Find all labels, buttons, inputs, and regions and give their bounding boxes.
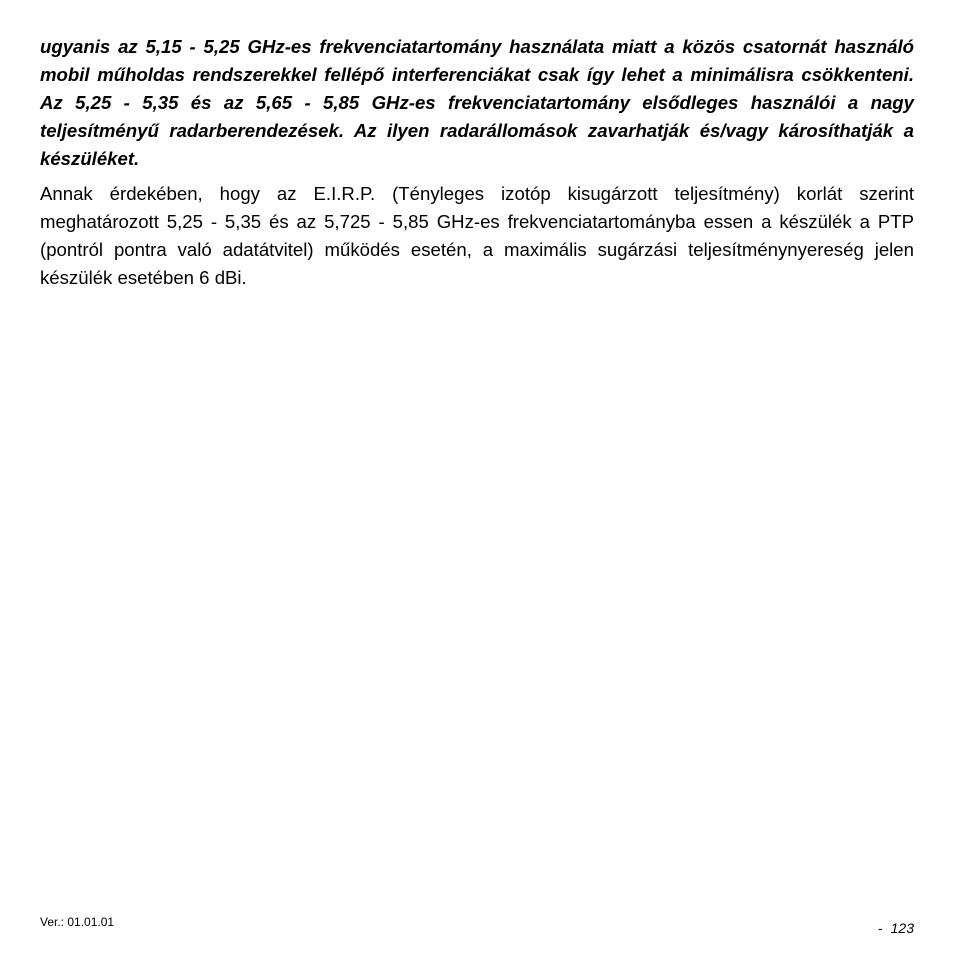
page-number: 123: [890, 920, 914, 936]
page-body: [40, 33, 914, 292]
paragraph-interference-notice: ugyanis az 5,15 - 5,25 GHz-es frekvenciatartomány használata miatt a közös csatornát használó mobil műholdas rendszerekkel fellépő interferenciákat csak így lehet a minimálisra csökkenteni. Az 5,25 - 5,35 és az 5,65 - 5,85 GHz-es frekvenciatartomány elsődleges használói a nagy teljesítményű radarberendezések. Az ilyen radarállomások zavarhatják és/vagy károsíthatják a készüléket.: [40, 36, 914, 169]
page-number-dash: -: [877, 920, 883, 936]
version-label: Ver.: 01.01.01: [40, 915, 115, 929]
page-number-footer: [878, 919, 914, 937]
paragraph-eirp-gain: Annak érdekében, hogy az E.I.R.P. (Tényleges izotóp kisugárzott teljesítmény) korlát szerint meghatározott 5,25 - 5,35 és az 5,725 - 5,85 GHz-es frekvenciatartományba essen a készülék a PTP (pontról pontra való adatátvitel) működés esetén, a maximális sugárzási teljesítménynyereség jelen készülék esetében 6 dBi.: [40, 183, 914, 288]
